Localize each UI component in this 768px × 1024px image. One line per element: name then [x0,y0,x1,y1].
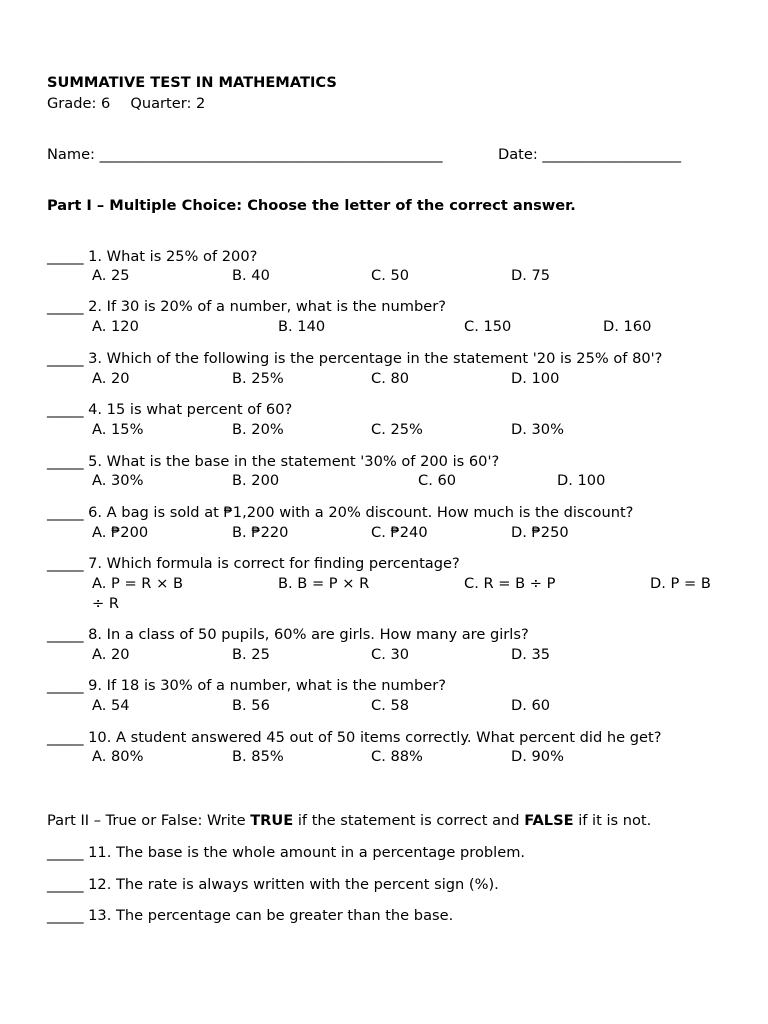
question-7: _____ 7. Which formula is correct for finding percentage? [47,555,460,572]
q4-option-c: C. 25% [371,421,423,438]
part1-heading: Part I – Multiple Choice: Choose the letter of the correct answer. [47,197,576,214]
q3-option-b: B. 25% [232,370,284,387]
q5-option-a: A. 30% [92,472,144,489]
q6-option-a: A. ₱200 [92,524,149,541]
question-5: _____ 5. What is the base in the statement '30% of 200 is 60'? [47,453,500,470]
question-1: _____ 1. What is 25% of 200? [47,248,258,265]
q6-option-d: D. ₱250 [511,524,569,541]
tf-item-11: _____ 11. The base is the whole amount in a percentage problem. [47,844,526,861]
q8-option-a: A. 20 [92,646,130,663]
q2-option-c: C. 150 [464,318,512,335]
q7-option-a: A. P = R × B [92,575,183,592]
q4-option-d: D. 30% [511,421,564,438]
question-4: _____ 4. 15 is what percent of 60? [47,401,293,418]
q9-option-a: A. 54 [92,697,130,714]
part2-heading-mid: if the statement is correct and [293,812,525,829]
part2-true-keyword: TRUE [250,812,294,829]
q6-option-b: B. ₱220 [232,524,289,541]
name-field[interactable]: Name: _______________________________________________ [47,146,443,163]
question-10: _____ 10. A student answered 45 out of 50 items correctly. What percent did he get? [47,729,662,746]
q2-option-a: A. 120 [92,318,139,335]
q5-option-c: C. 60 [418,472,457,489]
q7-option-c: C. R = B ÷ P [464,575,556,592]
q3-option-d: D. 100 [511,370,560,387]
q6-option-c: C. ₱240 [371,524,428,541]
tf-item-12: _____ 12. The rate is always written with the percent sign (%). [47,876,499,893]
q7-option-d: D. P = B [650,575,711,592]
q1-option-a: A. 25 [92,267,130,284]
question-6: _____ 6. A bag is sold at ₱1,200 with a 20% discount. How much is the discount? [47,504,634,521]
part2-false-keyword: FALSE [524,812,574,829]
q5-option-b: B. 200 [232,472,280,489]
q2-option-b: B. 140 [278,318,326,335]
q2-option-d: D. 160 [603,318,652,335]
q5-option-d: D. 100 [557,472,606,489]
date-field[interactable]: Date: ___________________ [498,146,682,163]
q7-option-d-wrap: ÷ R [92,595,120,612]
part2-heading-pre: Part II – True or False: Write [47,812,251,829]
test-title: SUMMATIVE TEST IN MATHEMATICS [47,74,337,91]
q4-option-a: A. 15% [92,421,144,438]
quarter-label: Quarter: 2 [130,95,206,112]
q3-option-a: A. 20 [92,370,130,387]
q10-option-c: C. 88% [371,748,423,765]
q9-option-c: C. 58 [371,697,410,714]
q10-option-d: D. 90% [511,748,564,765]
q3-option-c: C. 80 [371,370,410,387]
question-9: _____ 9. If 18 is 30% of a number, what is the number? [47,677,446,694]
question-8: _____ 8. In a class of 50 pupils, 60% are girls. How many are girls? [47,626,529,643]
part2-heading [47,812,651,830]
q8-option-c: C. 30 [371,646,410,663]
q8-option-d: D. 35 [511,646,551,663]
question-2: _____ 2. If 30 is 20% of a number, what is the number? [47,298,446,315]
q1-option-d: D. 75 [511,267,551,284]
question-3: _____ 3. Which of the following is the percentage in the statement '20 is 25% of 80'? [47,350,663,367]
q7-option-b: B. B = P × R [278,575,370,592]
part2-heading-post: if it is not. [573,812,652,829]
tf-item-13: _____ 13. The percentage can be greater than the base. [47,907,454,924]
grade-label: Grade: 6 [47,95,111,112]
q8-option-b: B. 25 [232,646,270,663]
q1-option-c: C. 50 [371,267,410,284]
q9-option-b: B. 56 [232,697,270,714]
q4-option-b: B. 20% [232,421,284,438]
grade-quarter-line [47,95,205,113]
q1-option-b: B. 40 [232,267,270,284]
q10-option-b: B. 85% [232,748,284,765]
q10-option-a: A. 80% [92,748,144,765]
q9-option-d: D. 60 [511,697,551,714]
